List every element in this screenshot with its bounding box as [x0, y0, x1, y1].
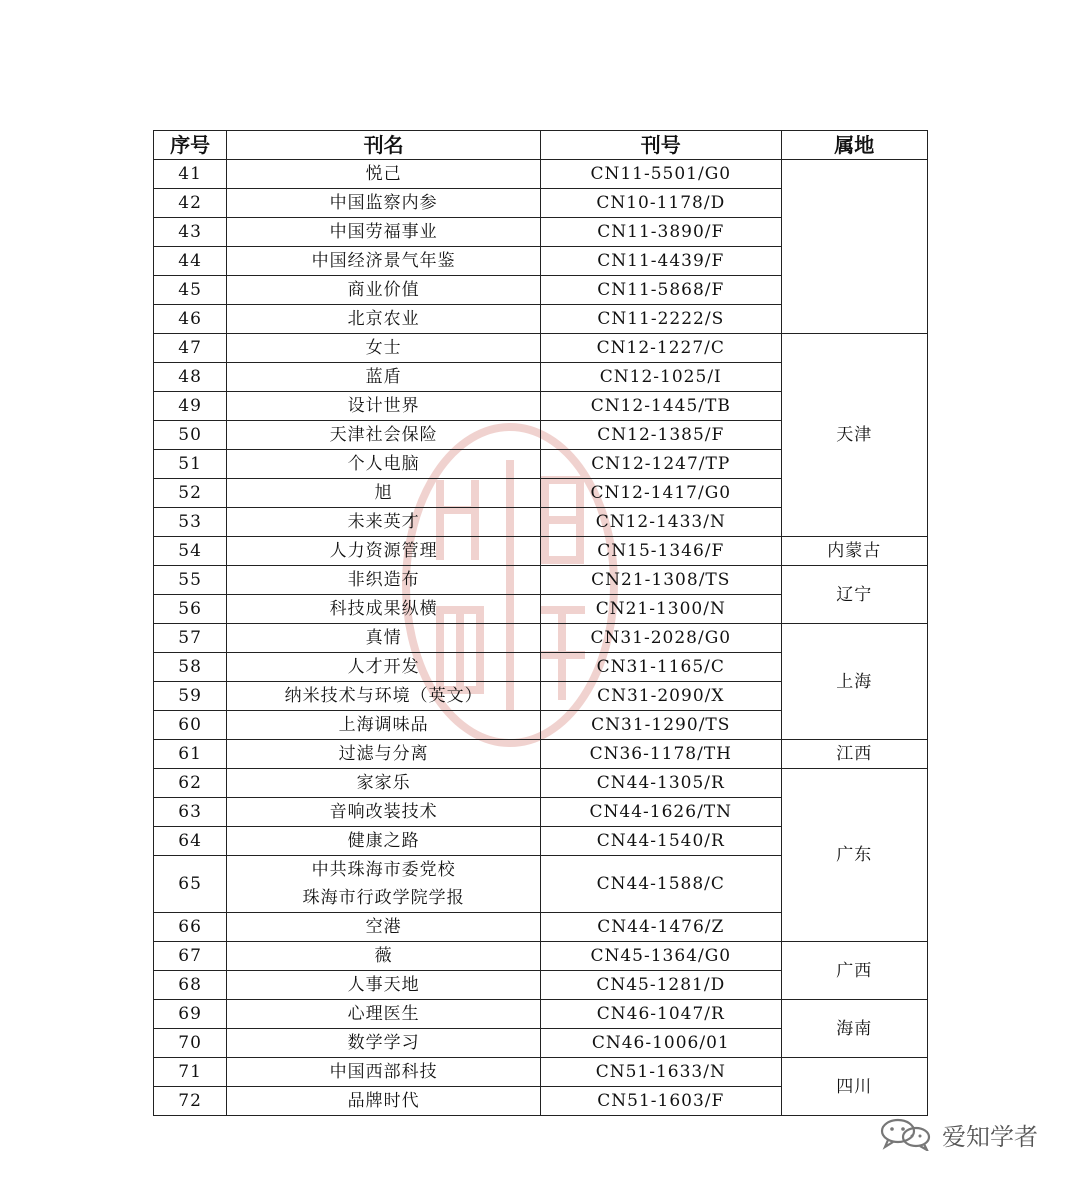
- cell-cn: CN11-5868/F: [540, 276, 781, 305]
- table-row: [154, 334, 928, 363]
- cell-cn: CN45-1281/D: [540, 971, 781, 1000]
- cell-no: 66: [154, 913, 227, 942]
- cell-no: 71: [154, 1058, 227, 1087]
- cell-name-line: 中共珠海市委党校: [311, 860, 456, 880]
- cell-region: 广西: [781, 942, 927, 1000]
- cell-name: 空港: [227, 913, 541, 942]
- cell-name: 旭: [227, 479, 541, 508]
- cell-name: 心理医生: [227, 1000, 541, 1029]
- cell-no: 68: [154, 971, 227, 1000]
- cell-name: 健康之路: [227, 827, 541, 856]
- cell-no: 56: [154, 595, 227, 624]
- cell-name: 蓝盾: [227, 363, 541, 392]
- cell-region: 四川: [781, 1058, 927, 1116]
- header-no: 序号: [154, 131, 227, 160]
- cell-region: 上海: [781, 624, 927, 740]
- cell-no: 64: [154, 827, 227, 856]
- cell-name: 北京农业: [227, 305, 541, 334]
- table-row: [154, 769, 928, 798]
- cell-region: [781, 160, 927, 334]
- cell-cn: CN44-1588/C: [540, 856, 781, 913]
- cell-cn: CN31-1290/TS: [540, 711, 781, 740]
- cell-no: 47: [154, 334, 227, 363]
- cell-cn: CN44-1626/TN: [540, 798, 781, 827]
- cell-name: 设计世界: [227, 392, 541, 421]
- table-row: [154, 537, 928, 566]
- cell-region: 内蒙古: [781, 537, 927, 566]
- cell-region: 海南: [781, 1000, 927, 1058]
- cell-name: 科技成果纵横: [227, 595, 541, 624]
- cell-name: 家家乐: [227, 769, 541, 798]
- journal-table: [153, 130, 928, 1116]
- cell-no: 60: [154, 711, 227, 740]
- cell-cn: CN36-1178/TH: [540, 740, 781, 769]
- cell-cn: CN12-1445/TB: [540, 392, 781, 421]
- cell-cn: CN12-1025/I: [540, 363, 781, 392]
- cell-name: 人力资源管理: [227, 537, 541, 566]
- cell-name: 个人电脑: [227, 450, 541, 479]
- cell-cn: CN44-1305/R: [540, 769, 781, 798]
- cell-no: 48: [154, 363, 227, 392]
- table-row: [154, 1058, 928, 1087]
- cell-no: 58: [154, 653, 227, 682]
- cell-no: 63: [154, 798, 227, 827]
- cell-name: 音响改装技术: [227, 798, 541, 827]
- cell-no: 61: [154, 740, 227, 769]
- header-name: 刊名: [227, 131, 541, 160]
- cell-no: 49: [154, 392, 227, 421]
- cell-no: 45: [154, 276, 227, 305]
- cell-cn: CN10-1178/D: [540, 189, 781, 218]
- header-cn: 刊号: [540, 131, 781, 160]
- table-row: [154, 160, 928, 189]
- cell-cn: CN12-1227/C: [540, 334, 781, 363]
- cell-name-line: 珠海市行政学院学报: [302, 888, 465, 908]
- cell-name: 过滤与分离: [227, 740, 541, 769]
- wechat-icon: [878, 1117, 934, 1151]
- cell-cn: CN21-1300/N: [540, 595, 781, 624]
- cell-name: [227, 856, 541, 913]
- cell-no: 52: [154, 479, 227, 508]
- cell-cn: CN31-1165/C: [540, 653, 781, 682]
- cell-cn: CN44-1476/Z: [540, 913, 781, 942]
- cell-cn: CN15-1346/F: [540, 537, 781, 566]
- cell-cn: CN31-2028/G0: [540, 624, 781, 653]
- cell-no: 43: [154, 218, 227, 247]
- cell-name: 数学学习: [227, 1029, 541, 1058]
- cell-name: 中国西部科技: [227, 1058, 541, 1087]
- cell-cn: CN51-1633/N: [540, 1058, 781, 1087]
- cell-region: 广东: [781, 769, 927, 942]
- table-row: [154, 942, 928, 971]
- cell-cn: CN12-1433/N: [540, 508, 781, 537]
- cell-cn: CN31-2090/X: [540, 682, 781, 711]
- cell-no: 72: [154, 1087, 227, 1116]
- cell-name: 天津社会保险: [227, 421, 541, 450]
- cell-cn: CN12-1417/G0: [540, 479, 781, 508]
- cell-no: 42: [154, 189, 227, 218]
- cell-cn: CN45-1364/G0: [540, 942, 781, 971]
- cell-cn: CN11-5501/G0: [540, 160, 781, 189]
- cell-name: 悦己: [227, 160, 541, 189]
- cell-name: 女士: [227, 334, 541, 363]
- cell-name: 未来英才: [227, 508, 541, 537]
- cell-cn: CN11-3890/F: [540, 218, 781, 247]
- cell-no: 46: [154, 305, 227, 334]
- cell-name: 中国经济景气年鉴: [227, 247, 541, 276]
- cell-name: 人才开发: [227, 653, 541, 682]
- cell-name: 商业价值: [227, 276, 541, 305]
- cell-cn: CN51-1603/F: [540, 1087, 781, 1116]
- cell-region: 辽宁: [781, 566, 927, 624]
- cell-name: 真情: [227, 624, 541, 653]
- cell-no: 69: [154, 1000, 227, 1029]
- cell-no: 67: [154, 942, 227, 971]
- cell-cn: CN11-4439/F: [540, 247, 781, 276]
- cell-no: 53: [154, 508, 227, 537]
- cell-region: 天津: [781, 334, 927, 537]
- cell-cn: CN21-1308/TS: [540, 566, 781, 595]
- brand-watermark: [878, 1116, 1038, 1152]
- table-row: [154, 566, 928, 595]
- cell-name: 人事天地: [227, 971, 541, 1000]
- cell-name: 纳米技术与环境（英文）: [227, 682, 541, 711]
- table-row: [154, 1000, 928, 1029]
- cell-region: 江西: [781, 740, 927, 769]
- cell-name: 非织造布: [227, 566, 541, 595]
- table-row: [154, 624, 928, 653]
- cell-no: 54: [154, 537, 227, 566]
- cell-no: 57: [154, 624, 227, 653]
- brand-name: 爱知学者: [942, 1122, 1038, 1151]
- table-header-row: [154, 131, 928, 160]
- cell-no: 62: [154, 769, 227, 798]
- cell-no: 50: [154, 421, 227, 450]
- cell-name: 上海调味品: [227, 711, 541, 740]
- cell-cn: CN46-1047/R: [540, 1000, 781, 1029]
- cell-cn: CN44-1540/R: [540, 827, 781, 856]
- table-row: [154, 740, 928, 769]
- cell-no: 70: [154, 1029, 227, 1058]
- header-region: 属地: [781, 131, 927, 160]
- cell-cn: CN11-2222/S: [540, 305, 781, 334]
- cell-no: 65: [154, 856, 227, 913]
- cell-cn: CN12-1385/F: [540, 421, 781, 450]
- cell-name: 中国监察内参: [227, 189, 541, 218]
- cell-no: 51: [154, 450, 227, 479]
- cell-cn: CN46-1006/01: [540, 1029, 781, 1058]
- cell-no: 59: [154, 682, 227, 711]
- cell-name: 薇: [227, 942, 541, 971]
- cell-cn: CN12-1247/TP: [540, 450, 781, 479]
- cell-no: 44: [154, 247, 227, 276]
- cell-no: 55: [154, 566, 227, 595]
- cell-no: 41: [154, 160, 227, 189]
- cell-name: 中国劳福事业: [227, 218, 541, 247]
- cell-name: 品牌时代: [227, 1087, 541, 1116]
